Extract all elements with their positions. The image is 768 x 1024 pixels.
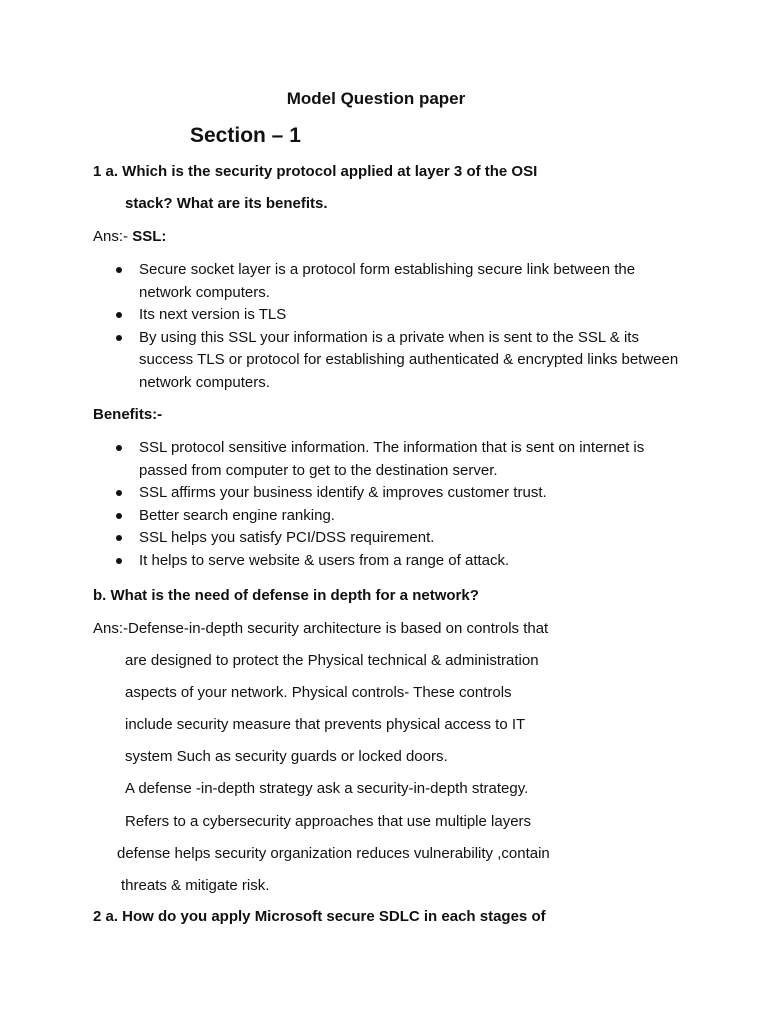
list-item: Its next version is TLS: [114, 304, 679, 327]
bullet-icon: [116, 312, 122, 318]
list-item: Better search engine ranking.: [114, 505, 679, 528]
bullet-icon: [116, 445, 122, 451]
list-item: It helps to serve website & users from a range of attack.: [114, 550, 679, 573]
answer-prefix: Ans:-: [93, 228, 133, 245]
answer-1b-line: defense helps security organization reduces vulnerability ,contain: [117, 845, 550, 862]
benefits-bullets: [114, 437, 679, 572]
list-item: Secure socket layer is a protocol form establishing secure link between the network computers.: [114, 259, 679, 304]
bullet-icon: [116, 513, 122, 519]
list-item: SSL protocol sensitive information. The information that is sent on internet is passed from computer to get to the destination server.: [114, 437, 679, 482]
answer-value: SSL:: [132, 228, 167, 245]
answer-1b-line: aspects of your network. Physical controls- These controls: [125, 684, 512, 701]
answer-1b-line: are designed to protect the Physical technical & administration: [125, 652, 539, 669]
bullet-icon: [116, 558, 122, 564]
list-item: SSL affirms your business identify & improves customer trust.: [114, 482, 679, 505]
answer-1a-bullets: [114, 259, 679, 394]
bullet-icon: [116, 490, 122, 496]
answer-1b-line: Ans:-Defense-in-depth security architecture is based on controls that: [93, 620, 549, 637]
benefits-heading: Benefits:-: [93, 406, 163, 423]
bullet-icon: [116, 335, 122, 341]
question-1a-line-1: 1 a. Which is the security protocol applied at layer 3 of the OSI: [93, 163, 538, 180]
question-1b: b. What is the need of defense in depth for a network?: [93, 587, 479, 604]
bullet-icon: [116, 267, 122, 273]
bullet-icon: [116, 535, 122, 541]
list-item: SSL helps you satisfy PCI/DSS requirement.: [114, 527, 679, 550]
answer-1b-line: system Such as security guards or locked doors.: [125, 748, 448, 765]
question-2a: 2 a. How do you apply Microsoft secure SDLC in each stages of: [93, 908, 546, 925]
section-heading: Section – 1: [190, 124, 301, 147]
answer-1b-line: threats & mitigate risk.: [121, 877, 270, 894]
answer-1b-line: include security measure that prevents physical access to IT: [125, 716, 526, 733]
answer-1b-line: Refers to a cybersecurity approaches that use multiple layers: [125, 813, 532, 830]
list-item: By using this SSL your information is a private when is sent to the SSL & its success TLS or protocol for establishing authenticated & encrypted links between network computers.: [114, 327, 679, 395]
answer-1a: [93, 228, 166, 246]
answer-1b-line: A defense -in-depth strategy ask a security-in-depth strategy.: [125, 780, 529, 797]
question-1a-line-2: stack? What are its benefits.: [125, 195, 328, 212]
page-title: Model Question paper: [286, 89, 466, 108]
